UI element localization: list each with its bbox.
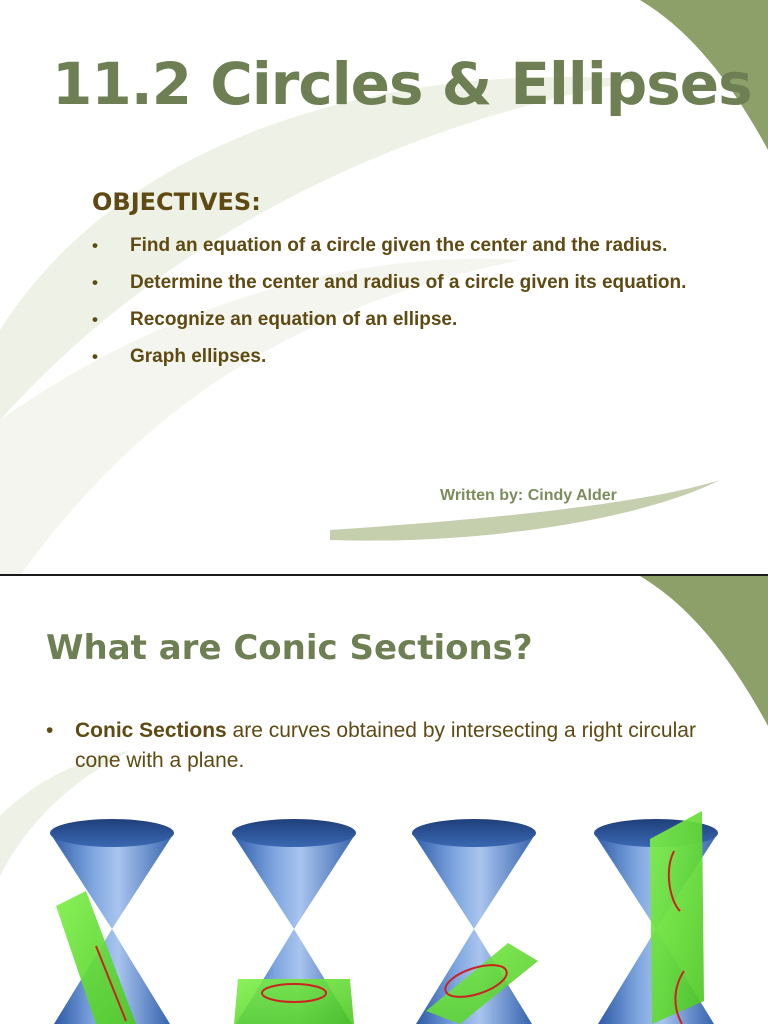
bullet: • bbox=[92, 347, 98, 366]
objective-item bbox=[92, 341, 712, 372]
bullet: • bbox=[92, 273, 98, 292]
objective-item bbox=[92, 230, 712, 261]
objective-item bbox=[92, 267, 712, 298]
objective-text: Recognize an equation of an ellipse. bbox=[130, 309, 458, 330]
intro-paragraph bbox=[46, 716, 706, 776]
bullet: • bbox=[46, 719, 54, 742]
objective-item bbox=[92, 304, 712, 335]
intro-text: are curves obtained by intersecting a right circular cone with a plane. bbox=[75, 719, 696, 772]
bullet: • bbox=[92, 236, 98, 255]
slide-title: What are Conic Sections? bbox=[46, 628, 533, 668]
bullet: • bbox=[92, 310, 98, 329]
cone-tilted-plane-figure bbox=[46, 811, 178, 1024]
cone-horizontal-plane-figure bbox=[228, 811, 360, 1024]
cutting-plane bbox=[650, 811, 704, 1024]
objectives-heading: OBJECTIVES: bbox=[92, 188, 261, 216]
objective-text: Find an equation of a circle given the center and the radius. bbox=[130, 235, 668, 256]
cone-vertical-plane-figure bbox=[590, 811, 722, 1024]
slide-2 bbox=[0, 576, 768, 1024]
author-credit: Written by: Cindy Alder bbox=[440, 487, 617, 504]
objective-text: Determine the center and radius of a circle given its equation. bbox=[130, 272, 687, 293]
cone-oblique-plane-figure bbox=[408, 811, 540, 1024]
intro-term: Conic Sections bbox=[75, 719, 227, 742]
objective-text: Graph ellipses. bbox=[130, 346, 267, 367]
objectives-list bbox=[92, 230, 712, 378]
slide-title: 11.2 Circles & Ellipses bbox=[52, 50, 752, 118]
corner-swoosh bbox=[640, 576, 768, 726]
